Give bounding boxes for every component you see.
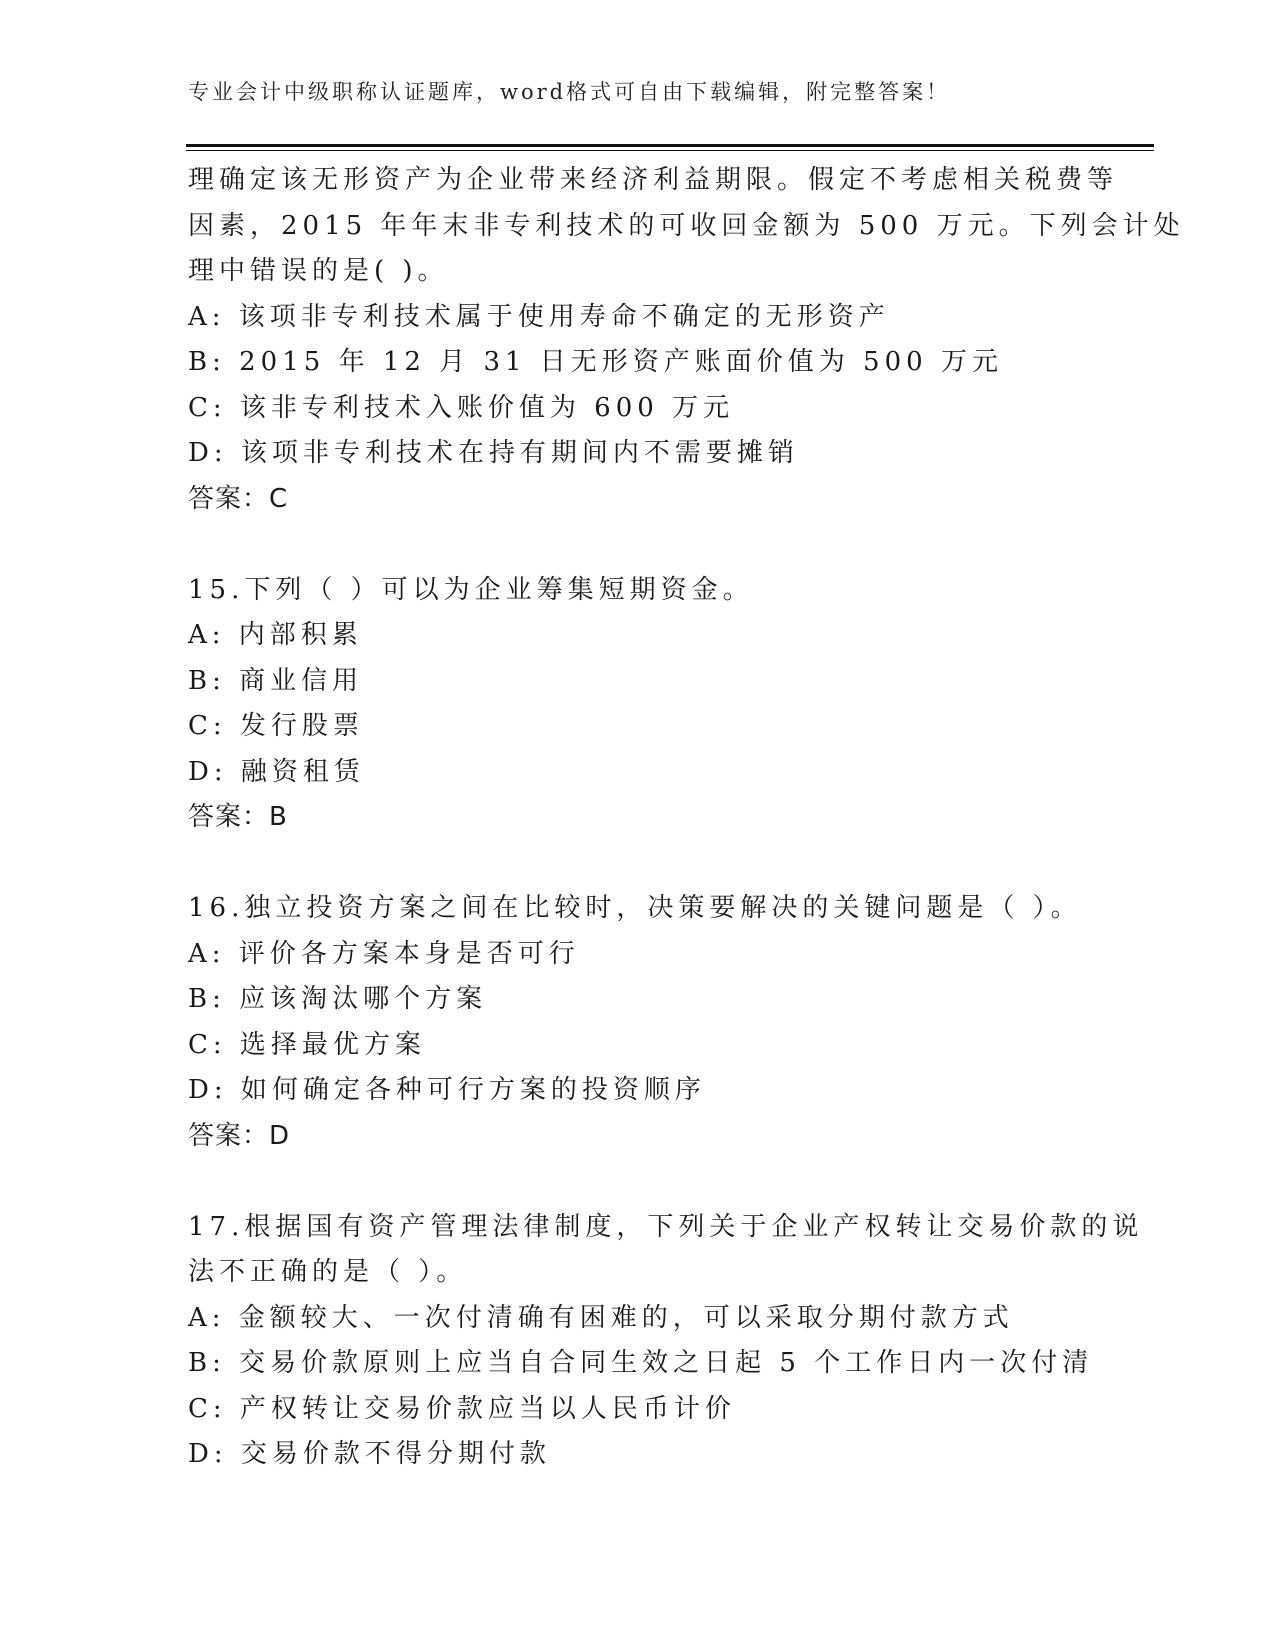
question-17 bbox=[188, 1205, 1144, 1478]
question-text-line: 16.独立投资方案之间在比较时，决策要解决的关键问题是（ ）。 bbox=[188, 893, 1082, 923]
question-text-line: 法不正确的是（ ）。 bbox=[188, 1257, 468, 1287]
question-content bbox=[188, 158, 1185, 1478]
option-c: C: 发行股票 bbox=[188, 711, 364, 741]
answer: 答案：B bbox=[188, 802, 288, 832]
question-text-line: 理确定该无形资产为企业带来经济利益期限。假定不考虑相关税费等 bbox=[188, 165, 1119, 195]
option-b: B: 交易价款原则上应当自合同生效之日起 5 个工作日内一次付清 bbox=[188, 1348, 1094, 1378]
question-16 bbox=[188, 886, 1118, 1159]
answer: 答案：D bbox=[188, 1120, 291, 1151]
header-rule-thick bbox=[186, 144, 1154, 147]
question-14-continued bbox=[188, 158, 1185, 522]
question-text-line: 理中错误的是( )。 bbox=[188, 256, 449, 286]
option-b: B: 2015 年 12 月 31 日无形资产账面价值为 500 万元 bbox=[188, 347, 1003, 377]
spacer bbox=[188, 1159, 1118, 1205]
option-d: D: 如何确定各种可行方案的投资顺序 bbox=[188, 1075, 706, 1105]
option-b: B: 商业信用 bbox=[188, 665, 364, 696]
option-a: A: 该项非专利技术属于使用寿命不确定的无形资产 bbox=[188, 301, 890, 332]
option-a: A: 内部积累 bbox=[188, 620, 363, 650]
question-text-line: 17.根据国有资产管理法律制度，下列关于企业产权转让交易价款的说 bbox=[188, 1211, 1144, 1242]
option-a: A: 评价各方案本身是否可行 bbox=[188, 938, 580, 969]
question-text-line: 因素，2015 年年末非专利技术的可收回金额为 500 万元。下列会计处 bbox=[188, 210, 1185, 241]
spacer bbox=[188, 522, 1118, 568]
option-b: B: 应该淘汰哪个方案 bbox=[188, 984, 488, 1014]
option-d: D: 交易价款不得分期付款 bbox=[188, 1439, 551, 1469]
option-c: C: 选择最优方案 bbox=[188, 1029, 426, 1060]
page-header: 专业会计中级职称认证题库，word格式可自由下载编辑，附完整答案！ bbox=[188, 80, 951, 104]
spacer bbox=[188, 841, 1118, 887]
header-rule-thin bbox=[186, 150, 1154, 151]
question-text-line: 15.下列（ ）可以为企业筹集短期资金。 bbox=[188, 574, 754, 605]
option-c: C: 该非专利技术入账价值为 600 万元 bbox=[188, 392, 735, 423]
option-a: A: 金额较大、一次付清确有困难的，可以采取分期付款方式 bbox=[188, 1302, 1014, 1333]
option-c: C: 产权转让交易价款应当以人民币计价 bbox=[188, 1393, 736, 1424]
question-15 bbox=[188, 568, 1118, 841]
answer: 答案：C bbox=[188, 483, 289, 514]
option-d: D: 融资租赁 bbox=[188, 756, 365, 787]
option-d: D: 该项非专利技术在持有期间内不需要摊销 bbox=[188, 438, 799, 468]
